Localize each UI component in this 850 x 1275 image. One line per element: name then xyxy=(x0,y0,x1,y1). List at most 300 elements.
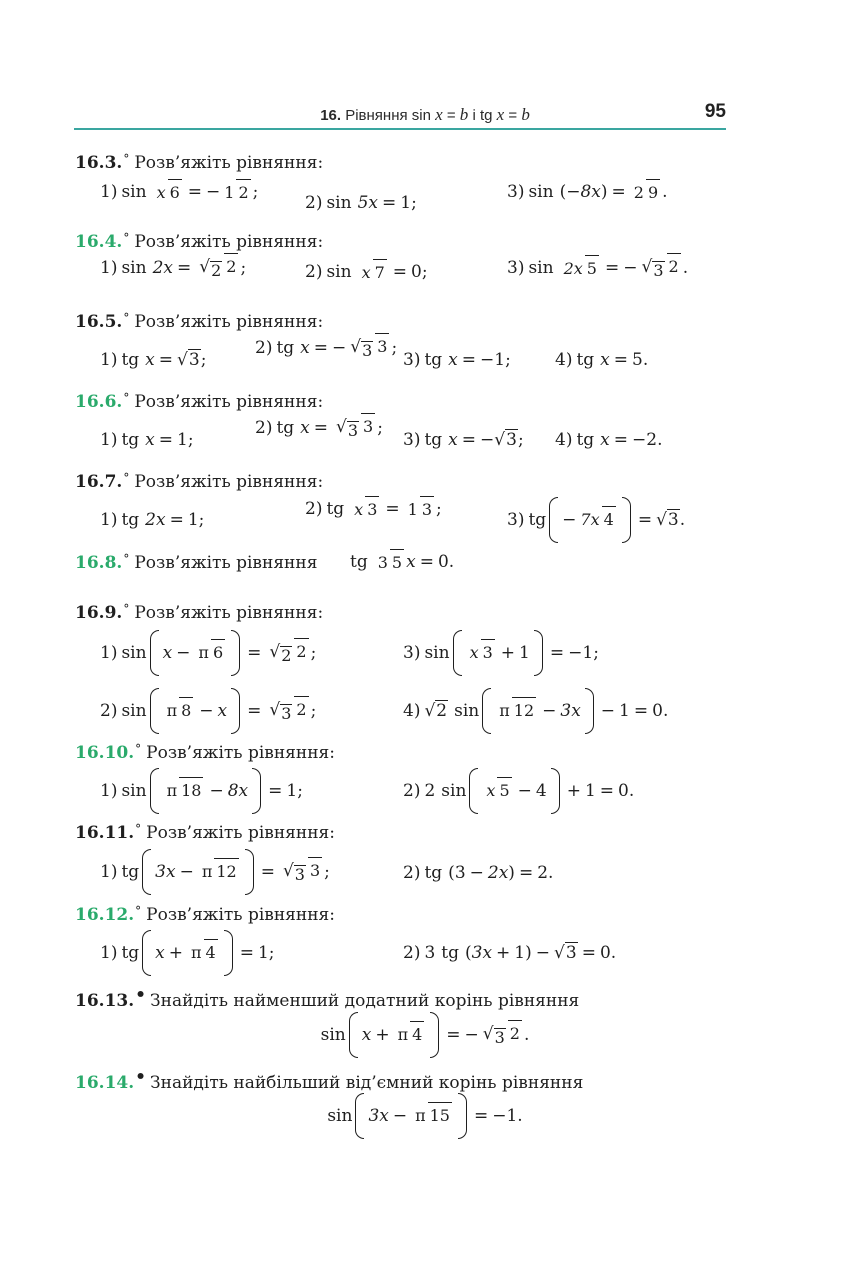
math-token: √ xyxy=(424,700,436,721)
math-token: 3 xyxy=(308,857,322,880)
title-and: і tg xyxy=(472,107,493,124)
problem-text: Розв’яжіть рівняння xyxy=(134,553,318,573)
problem-16-7-item-3 xyxy=(507,497,685,543)
math-token: π xyxy=(191,943,202,962)
math-token: 2 xyxy=(508,1020,522,1043)
fraction xyxy=(267,701,308,722)
problem-16-6-item-3 xyxy=(403,430,524,450)
problem-16-6-item-1 xyxy=(100,430,194,450)
math-token: = xyxy=(581,943,596,963)
problem-text: Знайдіть найбільший від’ємний корінь рівняння xyxy=(150,1073,584,1093)
math-token: tg xyxy=(276,338,295,358)
math-token: 18 xyxy=(179,777,203,800)
math-token: ; xyxy=(310,700,317,721)
math-token: . xyxy=(662,182,668,202)
math-token: = xyxy=(385,499,400,519)
math-expression xyxy=(100,432,194,449)
problem-number: 16.5. xyxy=(75,312,123,332)
difficulty-mark: ° xyxy=(135,742,142,756)
problem-16-14-heading xyxy=(75,1067,583,1093)
square-root xyxy=(424,700,448,721)
math-token: x xyxy=(354,499,364,519)
problem-16-11-heading xyxy=(75,822,335,843)
math-token: . xyxy=(517,1105,523,1126)
math-token: 7 xyxy=(373,259,387,282)
math-token: . xyxy=(523,1024,530,1045)
math-token: − xyxy=(469,863,484,883)
math-token: 2x xyxy=(145,510,166,530)
math-token: = xyxy=(187,182,203,202)
math-token: 3x xyxy=(560,700,581,721)
square-root xyxy=(350,339,373,359)
math-expression xyxy=(321,1012,530,1058)
math-token: x xyxy=(600,350,610,370)
problem-number: 16.13. xyxy=(75,991,135,1011)
math-token: tg xyxy=(528,509,547,530)
math-token: 2) xyxy=(255,338,273,358)
problem-16-8-heading xyxy=(75,552,317,573)
difficulty-mark: ° xyxy=(123,471,130,485)
fraction xyxy=(281,862,322,883)
header-rule xyxy=(74,128,726,130)
math-token: 1 xyxy=(519,642,530,663)
difficulty-mark: ° xyxy=(135,904,142,918)
fraction xyxy=(334,418,375,439)
math-token: sin xyxy=(327,1105,353,1126)
math-token: √ xyxy=(656,509,667,530)
math-token: −1 xyxy=(480,350,506,370)
fraction xyxy=(562,260,599,278)
title-var: b xyxy=(459,105,469,124)
math-token: x xyxy=(155,942,165,963)
problem-number: 16.8. xyxy=(75,553,123,573)
left-paren xyxy=(150,630,159,676)
problem-16-11-item-1 xyxy=(100,849,330,895)
math-token: tg xyxy=(576,430,595,450)
math-token: . xyxy=(448,552,455,572)
math-token: 4) xyxy=(555,350,573,370)
math-expression xyxy=(403,768,634,814)
difficulty-mark: ° xyxy=(123,152,130,166)
math-token: √ xyxy=(336,417,347,437)
math-token: 4 xyxy=(602,506,616,529)
right-paren xyxy=(458,1093,467,1139)
math-token: tg xyxy=(121,861,140,882)
title-eq: = xyxy=(446,107,456,124)
math-token: tg xyxy=(121,510,140,530)
math-token: 2x xyxy=(487,863,509,883)
math-expression xyxy=(100,352,206,369)
problem-16-6-item-4 xyxy=(555,430,662,450)
math-token: x xyxy=(162,642,173,663)
difficulty-mark: ° xyxy=(123,602,130,616)
problem-16-9-item-1 xyxy=(100,630,316,676)
math-token: 1) xyxy=(100,942,118,963)
math-token: − xyxy=(623,258,638,278)
math-token: 6 xyxy=(211,639,225,662)
problem-16-9-item-4 xyxy=(403,688,668,734)
right-paren xyxy=(224,930,233,976)
problem-number: 16.11. xyxy=(75,823,135,843)
math-token: x xyxy=(600,430,610,450)
math-token: . xyxy=(548,863,554,883)
math-token: sin xyxy=(121,642,147,663)
math-token: sin xyxy=(454,700,480,721)
fraction xyxy=(497,702,536,720)
math-token: − xyxy=(517,780,532,801)
math-token: ( xyxy=(465,943,472,963)
math-token: 1) xyxy=(100,861,118,882)
problem-16-7-item-1 xyxy=(100,510,204,530)
problem-16-6-heading xyxy=(75,391,323,412)
square-root xyxy=(482,1023,506,1047)
math-expression xyxy=(507,184,668,202)
left-paren xyxy=(150,688,159,734)
fraction xyxy=(406,501,434,519)
math-expression xyxy=(350,554,454,572)
math-token: . xyxy=(679,509,686,530)
right-paren xyxy=(252,768,261,814)
math-token: x xyxy=(361,262,371,282)
math-token: ; xyxy=(297,780,303,801)
math-token: . xyxy=(642,350,649,370)
math-token: − xyxy=(209,780,224,801)
problem-16-14-equation xyxy=(0,1093,850,1139)
math-token: = xyxy=(247,642,262,663)
math-token: π xyxy=(201,862,213,881)
math-token: = xyxy=(518,863,534,883)
math-token: 3 xyxy=(375,333,389,356)
math-token: tg xyxy=(350,552,368,572)
math-token: 1) xyxy=(100,430,118,450)
title-text: Рівняння sin xyxy=(345,107,431,124)
math-token: ( xyxy=(448,863,455,883)
problem-16-10-item-1 xyxy=(100,768,303,814)
math-token: = xyxy=(268,780,283,801)
math-token: ; xyxy=(200,350,207,370)
math-token: 4 xyxy=(410,1021,424,1044)
math-token: ( xyxy=(559,182,567,202)
math-token: tg xyxy=(441,943,459,963)
right-paren xyxy=(534,630,543,676)
math-token: 3 xyxy=(454,863,466,883)
math-expression xyxy=(100,630,316,676)
math-token: 0 xyxy=(652,700,663,721)
math-token: 3 xyxy=(347,421,359,440)
math-token: tg xyxy=(424,350,443,370)
math-token: 9 xyxy=(646,179,660,202)
problem-text: Розв’яжіть рівняння: xyxy=(134,232,324,252)
fraction xyxy=(267,643,308,664)
problem-16-11-item-2 xyxy=(403,863,553,883)
problem-number: 16.3. xyxy=(75,153,123,173)
math-token: 5x xyxy=(357,193,378,213)
left-paren xyxy=(469,768,478,814)
math-token: 3x xyxy=(155,861,176,882)
math-token: 0 xyxy=(618,780,629,801)
math-expression xyxy=(403,865,553,882)
math-token: sin xyxy=(326,193,352,213)
problem-text: Розв’яжіть рівняння: xyxy=(134,153,324,173)
difficulty-mark: • xyxy=(135,985,147,1005)
math-token: √ xyxy=(554,943,565,963)
math-token: ; xyxy=(310,642,317,663)
math-token: −2 xyxy=(632,430,658,450)
math-token: 3 xyxy=(362,341,373,360)
fraction xyxy=(352,501,379,519)
math-token: 1 xyxy=(187,510,199,530)
title-var: x xyxy=(496,105,505,124)
math-token: 3) xyxy=(403,430,421,450)
math-token: 3 xyxy=(481,639,495,662)
math-token: ; xyxy=(324,861,330,882)
title-eq: = xyxy=(508,107,518,124)
math-token: 1) xyxy=(100,258,118,278)
square-root xyxy=(269,641,292,665)
math-token: . xyxy=(682,258,689,278)
math-token: − xyxy=(480,430,495,450)
math-token: tg xyxy=(121,430,140,450)
difficulty-mark: ° xyxy=(123,391,130,405)
math-token: 1 xyxy=(400,193,412,213)
math-token: ; xyxy=(391,338,398,358)
math-token: 3) xyxy=(507,258,525,278)
math-token: 0 xyxy=(411,262,422,282)
math-expression xyxy=(100,688,316,734)
math-token: = xyxy=(613,430,629,450)
fraction xyxy=(578,511,615,529)
page-number: 95 xyxy=(704,101,726,122)
math-token: − xyxy=(464,1024,479,1045)
math-token: = xyxy=(613,350,629,370)
math-token: x xyxy=(145,430,155,450)
math-token: 1 xyxy=(407,499,418,519)
math-expression xyxy=(305,195,417,212)
math-token: − xyxy=(542,700,557,721)
math-token: 3 xyxy=(494,1027,505,1047)
math-token: = xyxy=(599,780,615,801)
problem-text: Розв’яжіть рівняння: xyxy=(134,392,324,412)
problem-16-7-item-2 xyxy=(305,499,442,519)
fraction xyxy=(222,184,250,202)
math-token: = xyxy=(461,350,477,370)
right-paren xyxy=(622,497,631,543)
problem-16-9-item-2 xyxy=(100,688,316,734)
math-token: 2) xyxy=(100,700,118,721)
math-token: − xyxy=(535,943,551,963)
square-root xyxy=(177,352,201,369)
math-token: 5 xyxy=(390,549,404,572)
math-token: . xyxy=(628,780,635,801)
problem-text: Розв’яжіть рівняння: xyxy=(134,603,324,623)
difficulty-mark: ° xyxy=(123,231,130,245)
math-token: √ xyxy=(350,337,362,357)
math-expression xyxy=(100,849,330,895)
fraction xyxy=(189,944,218,962)
fraction xyxy=(468,644,495,662)
math-token: 3) xyxy=(507,509,525,530)
math-token: − xyxy=(206,182,221,202)
fraction xyxy=(155,184,182,202)
math-expression xyxy=(507,497,685,543)
right-paren xyxy=(245,849,254,895)
problem-number: 16.7. xyxy=(75,472,123,492)
problem-text: Розв’яжіть рівняння: xyxy=(146,743,335,763)
math-token: ) xyxy=(508,863,515,883)
math-token: 1) xyxy=(100,510,118,530)
math-expression xyxy=(100,512,204,529)
math-token: = xyxy=(158,350,174,370)
math-token: 2) xyxy=(305,193,323,213)
math-token: 1 xyxy=(619,700,630,721)
math-token: 3 xyxy=(565,943,577,963)
math-token: 4 xyxy=(535,780,547,801)
math-token: ; xyxy=(436,499,442,519)
math-token: x xyxy=(156,182,166,202)
section-number: 16. xyxy=(320,107,342,124)
fraction xyxy=(396,1026,425,1044)
math-token: = xyxy=(419,552,434,572)
math-token: . xyxy=(610,943,617,963)
math-token: x xyxy=(361,1024,372,1045)
math-token: 0 xyxy=(437,552,449,572)
math-token: 2) xyxy=(403,943,421,963)
math-token: 3 xyxy=(506,430,517,450)
math-token: ; xyxy=(505,350,511,370)
math-token: 2 xyxy=(224,253,238,276)
math-token: 2 xyxy=(294,696,308,719)
math-token: 3 xyxy=(667,509,679,530)
math-token: 1) xyxy=(100,350,118,370)
fraction xyxy=(197,258,238,279)
math-token: ; xyxy=(187,430,194,450)
fraction xyxy=(165,702,194,720)
math-token: 12 xyxy=(214,858,238,881)
math-token: = xyxy=(611,182,626,202)
left-paren xyxy=(142,930,151,976)
problem-text: Розв’яжіть рівняння: xyxy=(146,823,335,843)
math-expression xyxy=(403,352,511,369)
fraction xyxy=(360,264,387,282)
math-token: 5 xyxy=(632,350,643,370)
math-token: = xyxy=(473,1105,489,1126)
left-paren xyxy=(142,849,151,895)
fraction xyxy=(196,644,225,662)
title-var: x xyxy=(435,105,443,124)
math-token: = xyxy=(247,700,262,721)
math-token: = xyxy=(392,262,408,282)
fraction xyxy=(165,782,204,800)
difficulty-mark: • xyxy=(135,1067,147,1087)
math-token: x xyxy=(145,350,155,370)
right-paren xyxy=(430,1012,439,1058)
math-token: 2 xyxy=(537,863,549,883)
math-token: ; xyxy=(252,182,259,202)
problem-16-12-item-1 xyxy=(100,930,275,976)
math-token: ) xyxy=(525,943,532,963)
math-token: 3 xyxy=(361,413,375,436)
math-token: −1 xyxy=(492,1105,518,1126)
math-token: 3x xyxy=(368,1105,389,1126)
problem-16-10-item-2 xyxy=(403,768,634,814)
math-token: 1) xyxy=(100,182,118,202)
math-token: = xyxy=(549,642,565,663)
problem-16-13-equation xyxy=(0,1012,850,1058)
math-token: 1 xyxy=(286,780,298,801)
math-token: −1 xyxy=(568,642,594,663)
square-root xyxy=(336,419,359,439)
math-token: + xyxy=(500,642,516,663)
math-token: 3 xyxy=(188,350,200,370)
left-paren xyxy=(150,768,159,814)
math-token: √ xyxy=(482,1023,494,1044)
math-token: 6 xyxy=(168,179,182,202)
fraction xyxy=(413,1107,452,1125)
math-token: − xyxy=(199,700,214,721)
fraction xyxy=(484,782,511,800)
math-token: 15 xyxy=(428,1102,452,1125)
problem-16-8-equation xyxy=(350,552,454,572)
math-token: 3 xyxy=(365,496,379,519)
math-token: 4) xyxy=(403,700,421,721)
math-token: ; xyxy=(411,193,417,213)
math-token: = xyxy=(239,942,254,963)
problem-number: 16.12. xyxy=(75,905,135,925)
math-token: = xyxy=(633,700,649,721)
fraction xyxy=(376,554,404,572)
left-paren xyxy=(349,1012,358,1058)
math-expression xyxy=(403,630,599,676)
math-token: sin xyxy=(528,182,554,202)
problem-number: 16.9. xyxy=(75,603,123,623)
math-token: sin xyxy=(528,258,554,278)
math-token: 3 xyxy=(424,943,436,963)
math-token: 4) xyxy=(555,430,573,450)
problem-16-5-item-4 xyxy=(555,350,648,370)
math-token: x xyxy=(406,552,416,572)
fraction xyxy=(200,863,239,881)
math-token: sin xyxy=(121,780,147,801)
math-token: 2x xyxy=(563,258,583,278)
math-token: = xyxy=(381,193,397,213)
problem-16-3-item-2 xyxy=(305,193,417,213)
math-expression xyxy=(507,258,688,279)
math-token: 3 xyxy=(294,864,305,884)
math-token: 2) xyxy=(305,499,323,519)
math-token: ; xyxy=(377,418,383,438)
problem-text: Розв’яжіть рівняння: xyxy=(134,472,324,492)
square-root xyxy=(641,259,664,279)
math-token: π xyxy=(166,701,178,720)
math-token: . xyxy=(662,700,669,721)
math-token: sin xyxy=(121,258,147,278)
math-token: x xyxy=(486,781,496,800)
math-token: tg xyxy=(326,499,345,519)
math-token: − xyxy=(392,1105,408,1126)
math-expression xyxy=(555,432,662,449)
math-token: sin xyxy=(441,780,467,801)
math-token: 3 xyxy=(420,496,434,519)
math-token: 3 xyxy=(653,261,664,280)
math-token: 2) xyxy=(305,262,323,282)
math-token: x xyxy=(448,430,458,450)
math-token: 4 xyxy=(204,939,218,962)
math-token: 2 xyxy=(294,638,308,661)
math-token: 3x xyxy=(471,943,493,963)
fraction xyxy=(639,258,680,279)
math-token: − xyxy=(179,861,194,882)
math-token: π xyxy=(166,781,178,800)
